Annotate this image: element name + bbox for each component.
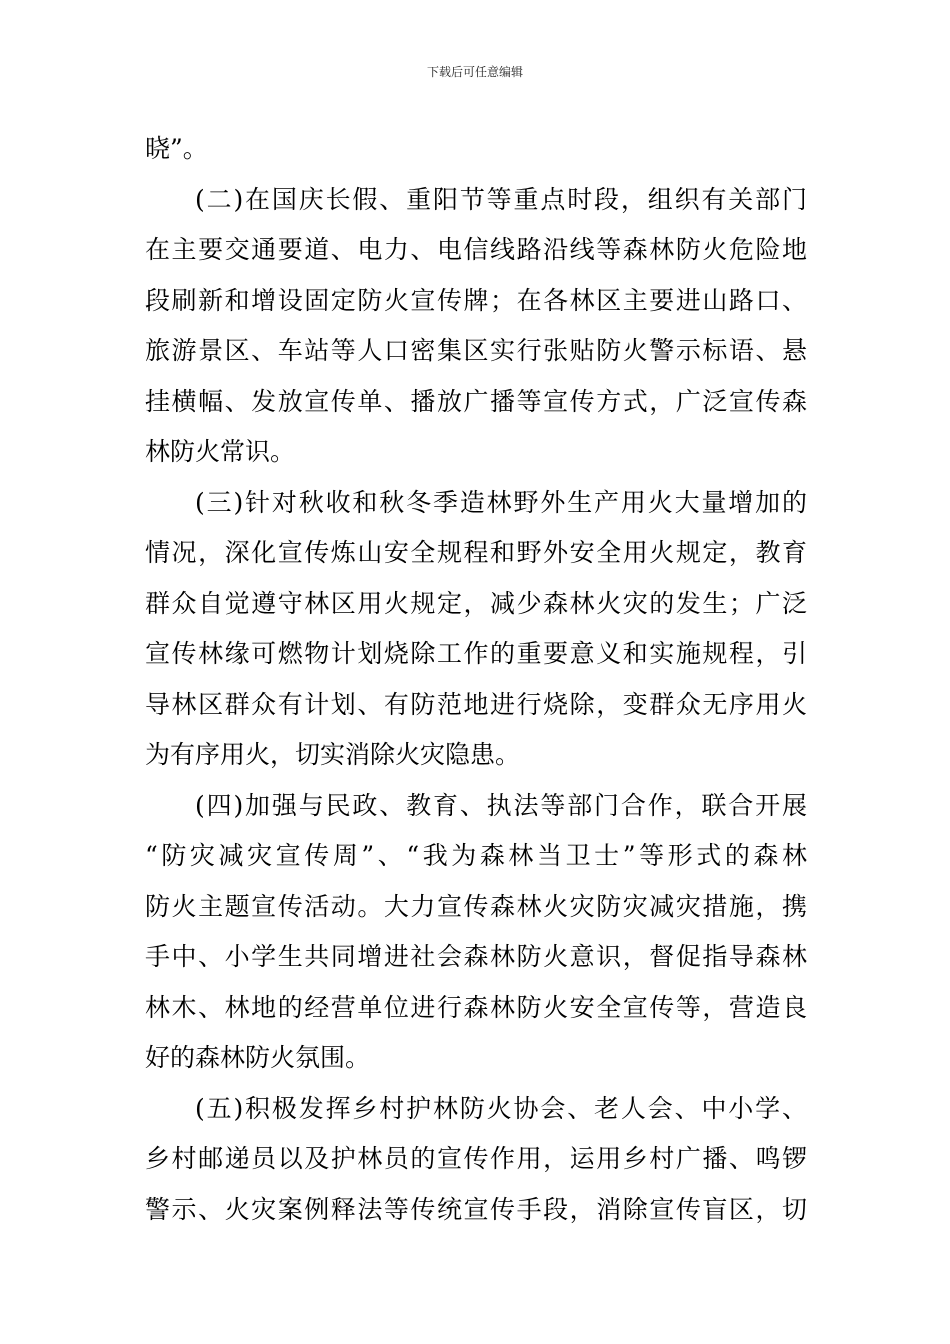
text-line: 段刷新和增设固定防火宣传牌；在各林区主要进山路口、 [145,285,807,315]
text-line: 乡村邮递员以及护林员的宣传作用，运用乡村广播、鸣锣 [145,1144,807,1173]
document-body [145,124,807,1235]
text-line: “防灾减灾宣传周”、“我为森林当卫士”等形式的森林 [145,841,807,870]
text-line: 为有序用火，切实消除火灾隐患。 [145,740,521,769]
paragraph-4 [145,781,807,1084]
text-line: 好的森林防火氛围。 [145,1043,371,1072]
text-line: (四)加强与民政、教育、执法等部门合作，联合开展 [195,790,807,820]
text-line: 旅游景区、车站等人口密集区实行张贴防火警示标语、悬 [145,336,807,365]
paragraph-2 [145,175,807,478]
text-line: 晓”。 [145,134,208,163]
text-line: (三)针对秋收和秋冬季造林野外生产用火大量增加的 [195,487,807,517]
text-line: (二)在国庆长假、重阳节等重点时段，组织有关部门 [195,184,807,214]
text-line: 群众自觉遵守林区用火规定，减少森林火灾的发生；广泛 [145,588,807,618]
text-line: 情况，深化宣传炼山安全规程和野外安全用火规定，教育 [145,538,807,567]
text-line: 警示、火灾案例释法等传统宣传手段，消除宣传盲区，切 [145,1194,807,1224]
text-line: 宣传林缘可燃物计划烧除工作的重要意义和实施规程，引 [145,639,807,668]
text-line: 手中、小学生共同增进社会森林防火意识，督促指导森林 [145,942,807,971]
text-line: 导林区群众有计划、有防范地进行烧除，变群众无序用火 [145,689,807,719]
text-line: 林防火常识。 [145,437,296,466]
paragraph-continuation [145,124,807,175]
page-header: 下载后可任意编辑 [426,65,523,79]
text-line: 挂横幅、发放宣传单、播放广播等宣传方式，广泛宣传森 [145,386,807,416]
text-line: 在主要交通要道、电力、电信线路沿线等森林防火危险地 [145,235,807,264]
paragraph-3 [145,478,807,781]
text-line: (五)积极发挥乡村护林防火协会、老人会、中小学、 [195,1093,807,1123]
text-line: 防火主题宣传活动。大力宣传森林火灾防灾减灾措施，携 [145,891,807,921]
text-line: 林木、林地的经营单位进行森林防火安全宣传等，营造良 [145,992,807,1022]
paragraph-5 [145,1084,807,1236]
